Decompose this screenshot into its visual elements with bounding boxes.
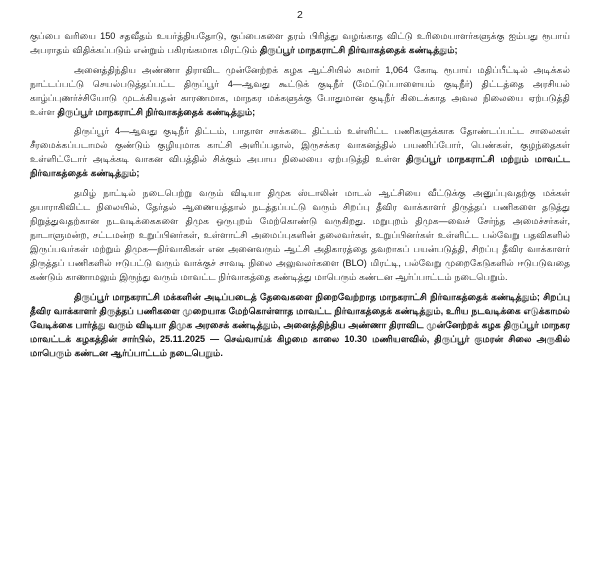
document-body <box>30 29 570 360</box>
para-drinking-water-scheme <box>30 63 570 119</box>
emphasis-text: திருப்பூர் மாநகராட்சி மக்களின் அடிப்படைத் தேவைகளை நிறைவேற்றாத மாநகராட்சி நிர்வாகத்தைக் கண்டித்தும்; சிறப்பு தீவிர வாக்காளர் திருத்தப் பணிகளை முறையாக மேற்கொள்ளாத மாவட்ட நிர்வாகத்தைக் கண்டித்தும், உரிய நடவடிக்கை எடுக்காமல் வேடிக்கை பார்த்து வரும் விடியா திமுக அரசைக் கண்டித்தும், அனைத்திந்திய அண்ணா திராவிட முன்னேற்றக் கழக திருப்பூர் மாநகர மாவட்டக் கழகத்தின் சார்பில், 25.11.2025 — செவ்வாய்க் கிழமை காலை 10.30 மணியளவில், திருப்பூர் குமரன் சிலை அருகில் மாபெரும் கண்டன ஆர்ப்பாட்டம் நடைபெறும். <box>30 291 570 358</box>
emphasis-text: திருப்பூர் மாநகராட்சி மற்றும் மாவட்ட நிர்வாகத்தைக் கண்டித்தும்; <box>30 154 570 179</box>
para-garbage-tax <box>30 29 570 57</box>
emphasis-text: திருப்பூர் மாநகராட்சி நிர்வாகத்தைக் கண்டித்தும்; <box>259 45 458 56</box>
body-text: தமிழ் நாட்டில் நடைபெற்று வரும் விடியா திமுக ஸ்டாலின் மாடல் ஆட்சியை வீட்டுக்கு அனுப்புவதற்கு மக்கள் தயாராகிவிட்ட நிலையில், தேர்தல் ஆணையத்தால் நடத்தப்பட்டு வரும் சிறப்பு தீவிர வாக்காளர் திருத்தப் பணிகளை தடுத்து நிறுத்துவதற்கான நடவடிக்கைகளை திமுக ஒருபுறம் மேற்கொண்டு வருகிறது. மறுபுறம் திமுக—வைச் சேர்ந்த அமைச்சர்கள், நாடாளுமன்ற, சட்டமன்ற உறுப்பினர்கள், உள்ளாட்சி அமைப்புகளின் தலைவர்கள், உறுப்பினர்கள் உள்ளிட்ட பல்வேறு பதவிகளில் இருப்பவர்கள் மற்றும் திமுக—நிர்வாகிகள் என அனைவரும் ஆட்சி அதிகாரத்தை தவறாகப் பயன்படுத்தி, சிறப்பு தீவிர வாக்காளர் திருத்தப் பணிகளில் ஈடுபட்டு வரும் வாக்குச் சாவடி நிலை அலுவலர்களை (BLO) மிரட்டி, பல்வேறு முறைகேடுகளில் ஈடுபடுவதை கண்டும் காணாமலும் இருந்து வரும் மாவட்ட நிர்வாகத்தை கண்டித்து மாபெரும் கண்டன ஆர்ப்பாட்டம் நடைபெறும். <box>30 187 570 283</box>
page-number: 2 <box>296 9 304 21</box>
para-road-digging <box>30 124 570 180</box>
para-protest-announcement <box>30 290 570 360</box>
emphasis-text: திருப்பூர் மாநகராட்சி நிர்வாகத்தைக் கண்டித்தும்; <box>57 106 256 117</box>
body-text: குப்பை வரியை 150 சதவீதம் உயர்த்தியதோடு, குப்பைகளை தரம் பிரித்து வழங்காத விட்டு உரிமையாளர்களுக்கு ஐம்பது ரூபாய் அபராதம் விதிக்கப்படும் என்றும் பகிரங்கமாக மிரட்டும் <box>30 31 570 56</box>
body-text: திருப்பூர் 4—ஆவது குடிநீர் திட்டம், பாதாள சாக்கடை திட்டம் உள்ளிட்ட பணிகளுக்காக தோண்டப்பட்ட சாலைகள் சீரமைக்கப்படாமல் குண்டும் குழியுமாக காட்சி அளிப்பதால், இருசக்கர வாகனத்தில் பயணிப்போர், பெண்கள், குழந்தைகள் உள்ளிட்டோர் அடிக்கடி வாகன விபத்தில் சிக்கும் அபாய நிலையை ஏற்படுத்தி உள்ள <box>30 126 570 165</box>
para-voter-list-revision <box>30 186 570 284</box>
body-text: அனைத்திந்திய அண்ணா திராவிட முன்னேற்றக் கழக ஆட்சியில் சுமார் 1,064 கோடி ரூபாய் மதிப்பீட்டில் அடிக்கல் நாட்டப்பட்டு செயல்படுத்தப்பட்ட திருப்பூர் 4—ஆவது கூட்டுக் குடிநீர் (மேட்டுப்பாளையம் குடிநீர்) திட்டத்தை அரசியல் காழ்ப்புணர்ச்சியோடு முடக்கியதன் காரணமாக, மாநகர மக்களுக்கு போதுமான குடிநீர் கிடைக்காத அவல நிலையை ஏற்படுத்தி உள்ள <box>30 64 570 117</box>
